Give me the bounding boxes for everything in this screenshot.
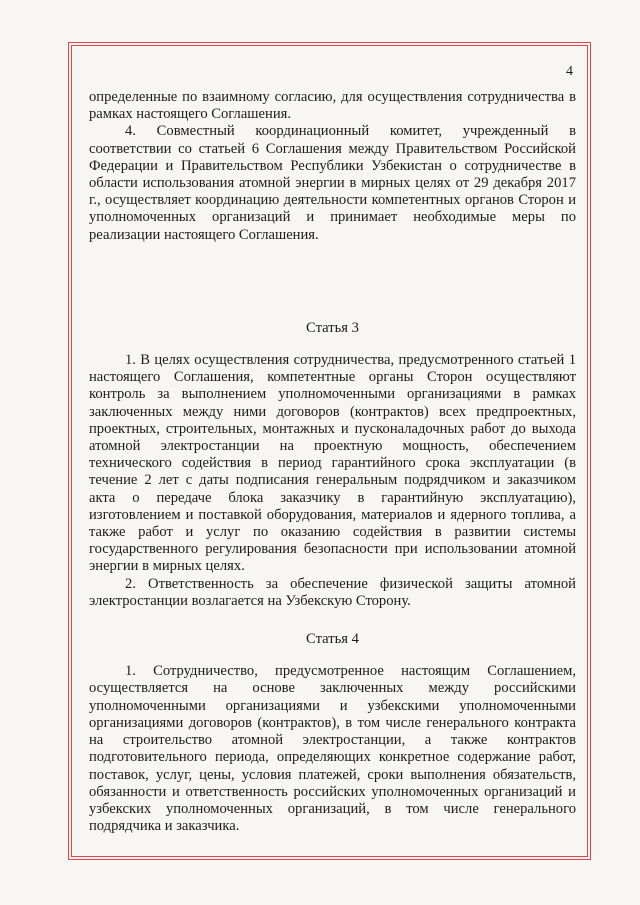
paragraph-continuation: определенные по взаимному согласию, для осуществления сотрудничества в рамках настоящего Соглашения. xyxy=(89,89,576,123)
document-body xyxy=(89,89,576,835)
paragraph-article3-item2: 2. Ответственность за обеспечение физической защиты атомной электростанции возлагается на Узбекскую Сторону. xyxy=(89,575,576,609)
paragraph-article3-item1: 1. В целях осуществления сотрудничества, предусмотренного статьей 1 настоящего Соглашения, компетентные органы Сторон осуществляют контроль за выполнением уполномоченными организациями в рамках заключенных между ними договоров (контрактов) всех предпроектных, проектных, строительных, монтажных и пусконаладочных работ до выхода атомной электростанции на проектную мощность, обеспечением технического содействия в период гарантийного срока эксплуатации (в течение 2 лет с даты подписания генеральным подрядчиком и заказчиком акта о передаче блока заказчику в гарантийную эксплуатацию), изготовлением и поставкой оборудования, материалов и ядерного топлива, а также работ и услуг по оказанию содействия в развитии системы государственного регулирования безопасности при использовании атомной энергии в мирных целях. xyxy=(89,352,576,575)
article-4-heading: Статья 4 xyxy=(306,631,359,648)
page-number: 4 xyxy=(566,64,573,79)
paragraph-article4-item1: 1. Сотрудничество, предусмотренное настоящим Соглашением, осуществляется на основе заключенных между российскими уполномоченными организациями и узбекскими уполномоченными организациями договоров (контрактов), в том числе генерального контракта на строительство атомной электростанции, а также контрактов подготовительного периода, определяющих конкретное содержание работ, поставок, услуг, цены, условия платежей, сроки выполнения обязательств, обязанности и ответственность российских уполномоченных организаций и узбекских уполномоченных организаций, в том числе генерального подрядчика и заказчика. xyxy=(89,663,576,835)
article-3-heading: Статья 3 xyxy=(306,319,359,336)
paragraph-article2-item4: 4. Совместный координационный комитет, учрежденный в соответствии со статьей 6 Соглашения между Правительством Российской Федерации и Правительством Республики Узбекистан о сотрудничестве в области использования атомной энергии в мирных целях от 29 декабря 2017 г., осуществляет координацию деятельности компетентных органов Сторон и уполномоченных организаций и принимает необходимые меры по реализации настоящего Соглашения. xyxy=(89,123,576,243)
